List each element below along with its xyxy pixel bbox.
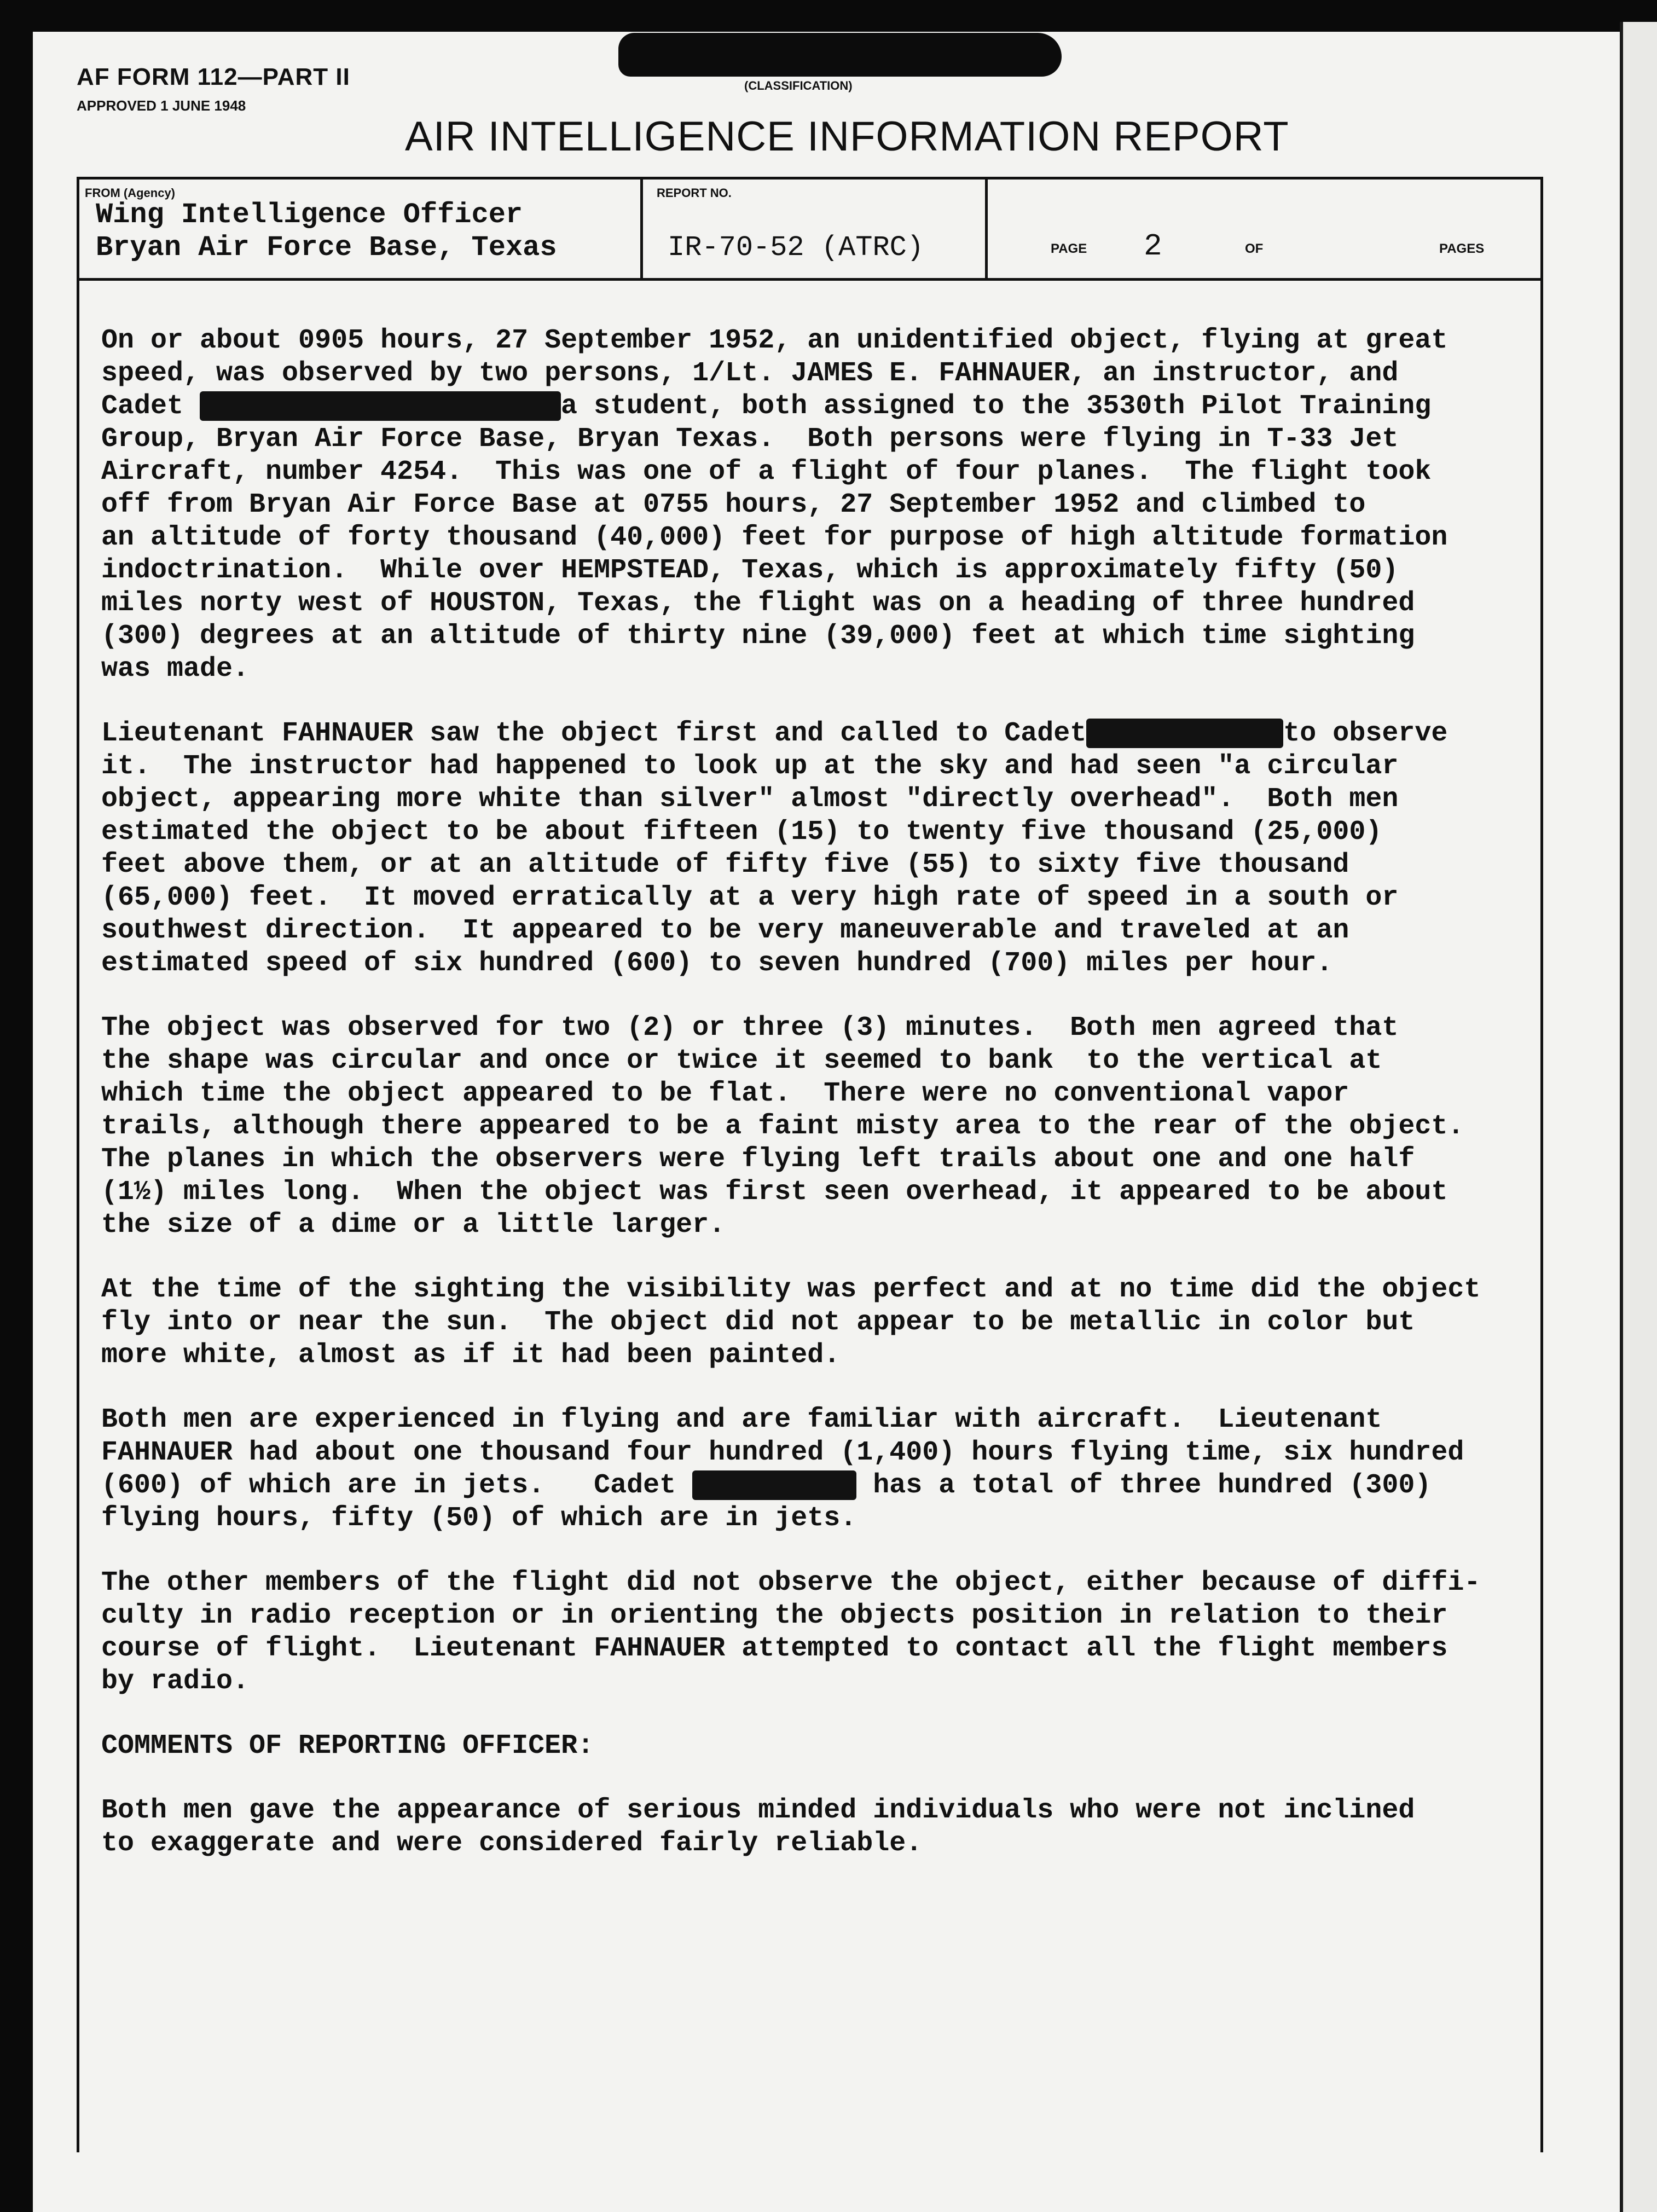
text-line: (300) degrees at an altitude of thirty nine (39,000) feet at which time sighting bbox=[101, 621, 1415, 652]
paragraph-object-description bbox=[101, 1012, 1535, 1242]
text-line: On or about 0905 hours, 27 September 1952, an unidentified object, flying at great bbox=[101, 325, 1448, 356]
paragraph-comments bbox=[101, 1794, 1535, 1860]
text-line: course of flight. Lieutenant FAHNAUER attempted to contact all the flight members bbox=[101, 1633, 1448, 1664]
paragraph-observation bbox=[101, 717, 1535, 980]
text-line: southwest direction. It appeared to be very maneuverable and traveled at an bbox=[101, 915, 1349, 946]
from-label: FROM (Agency) bbox=[85, 186, 175, 200]
text-line: flying hours, fifty (50) of which are in jets. bbox=[101, 1503, 857, 1534]
text-line: culty in radio reception or in orienting the objects position in relation to their bbox=[101, 1600, 1448, 1631]
text-line: the size of a dime or a little larger. bbox=[101, 1209, 726, 1241]
classification-label: (CLASSIFICATION) bbox=[744, 79, 853, 92]
text-line: which time the object appeared to be flat. There were no conventional vapor bbox=[101, 1078, 1349, 1109]
text-line: has a total of three hundred (300) bbox=[856, 1470, 1432, 1501]
redacted-name bbox=[692, 1470, 856, 1500]
header-divider bbox=[985, 177, 988, 281]
from-agency-line: Bryan Air Force Base, Texas bbox=[96, 231, 557, 264]
paragraph-experience bbox=[101, 1404, 1535, 1535]
text-line: a student, both assigned to the 3530th Pilot Training bbox=[561, 391, 1432, 422]
text-line: to observe bbox=[1283, 718, 1448, 749]
report-number: IR-70-52 (ATRC) bbox=[668, 231, 924, 264]
classification-redaction bbox=[618, 33, 1062, 77]
form-number: AF FORM 112—PART II bbox=[77, 63, 350, 90]
text-line: by radio. bbox=[101, 1666, 250, 1697]
header-divider bbox=[640, 177, 643, 281]
text-line: the shape was circular and once or twice it seemed to bank to the vertical at bbox=[101, 1045, 1382, 1076]
report-number-label: REPORT NO. bbox=[657, 186, 732, 200]
paragraph-other-members bbox=[101, 1567, 1535, 1698]
text-line: The object was observed for two (2) or three (3) minutes. Both men agreed that bbox=[101, 1012, 1399, 1044]
text-line: indoctrination. While over HEMPSTEAD, Texas, which is approximately fifty (50) bbox=[101, 555, 1399, 586]
page-number: 2 bbox=[1144, 229, 1162, 264]
report-title: AIR INTELLIGENCE INFORMATION REPORT bbox=[405, 113, 1289, 160]
text-line: The other members of the flight did not observe the object, either because of diffi- bbox=[101, 1567, 1481, 1599]
text-line: (65,000) feet. It moved erratically at a very high rate of speed in a south or bbox=[101, 882, 1399, 913]
paragraph-visibility bbox=[101, 1273, 1535, 1372]
text-line: speed, was observed by two persons, 1/Lt. JAMES E. FAHNAUER, an instructor, and bbox=[101, 358, 1399, 389]
text-line: FAHNAUER had about one thousand four hundred (1,400) hours flying time, six hundred bbox=[101, 1437, 1464, 1468]
form-approved-date: APPROVED 1 JUNE 1948 bbox=[77, 97, 246, 114]
text-line: Both men are experienced in flying and are familiar with aircraft. Lieutenant bbox=[101, 1404, 1382, 1435]
page-edge bbox=[1620, 22, 1657, 2212]
text-line: Aircraft, number 4254. This was one of a flight of four planes. The flight took bbox=[101, 456, 1432, 488]
text-line: to exaggerate and were considered fairly reliable. bbox=[101, 1828, 923, 1859]
page-label: PAGE bbox=[1051, 241, 1087, 256]
text-line: (1½) miles long. When the object was first seen overhead, it appeared to be about bbox=[101, 1177, 1448, 1208]
pages-label: PAGES bbox=[1439, 241, 1485, 256]
redacted-name bbox=[200, 391, 561, 421]
text-line: fly into or near the sun. The object did not appear to be metallic in color but bbox=[101, 1307, 1415, 1338]
text-line: Lieutenant FAHNAUER saw the object first and called to Cadet bbox=[101, 718, 1087, 749]
text-line: Cadet bbox=[101, 391, 200, 422]
text-line: trails, although there appeared to be a faint misty area to the rear of the object. bbox=[101, 1111, 1464, 1142]
comments-heading: COMMENTS OF REPORTING OFFICER: bbox=[101, 1730, 594, 1762]
paragraph-sighting-summary bbox=[101, 325, 1535, 686]
text-line: off from Bryan Air Force Base at 0755 hours, 27 September 1952 and climbed to bbox=[101, 489, 1366, 520]
text-line: estimated speed of six hundred (600) to seven hundred (700) miles per hour. bbox=[101, 948, 1333, 979]
text-line: it. The instructor had happened to look up at the sky and had seen "a circular bbox=[101, 751, 1399, 782]
text-line: feet above them, or at an altitude of fifty five (55) to sixty five thousand bbox=[101, 849, 1349, 881]
text-line: an altitude of forty thousand (40,000) feet for purpose of high altitude formation bbox=[101, 522, 1448, 553]
text-line: The planes in which the observers were flying left trails about one and one half bbox=[101, 1144, 1415, 1175]
redacted-name bbox=[1086, 719, 1283, 748]
text-line: more white, almost as if it had been painted. bbox=[101, 1340, 841, 1371]
report-body bbox=[101, 325, 1535, 1892]
report-sheet bbox=[33, 32, 1620, 2212]
text-line: object, appearing more white than silver" almost "directly overhead". Both men bbox=[101, 784, 1399, 815]
text-line: (600) of which are in jets. Cadet bbox=[101, 1470, 693, 1501]
text-line: At the time of the sighting the visibility was perfect and at no time did the object bbox=[101, 1274, 1481, 1305]
text-line: miles norty west of HOUSTON, Texas, the flight was on a heading of three hundred bbox=[101, 588, 1415, 619]
text-line: was made. bbox=[101, 653, 250, 685]
of-label: OF bbox=[1245, 241, 1264, 256]
text-line: Both men gave the appearance of serious minded individuals who were not inclined bbox=[101, 1795, 1415, 1826]
from-agency-line: Wing Intelligence Officer bbox=[96, 199, 523, 231]
text-line: Group, Bryan Air Force Base, Bryan Texas. Both persons were flying in T-33 Jet bbox=[101, 424, 1399, 455]
text-line: estimated the object to be about fifteen (15) to twenty five thousand (25,000) bbox=[101, 817, 1382, 848]
